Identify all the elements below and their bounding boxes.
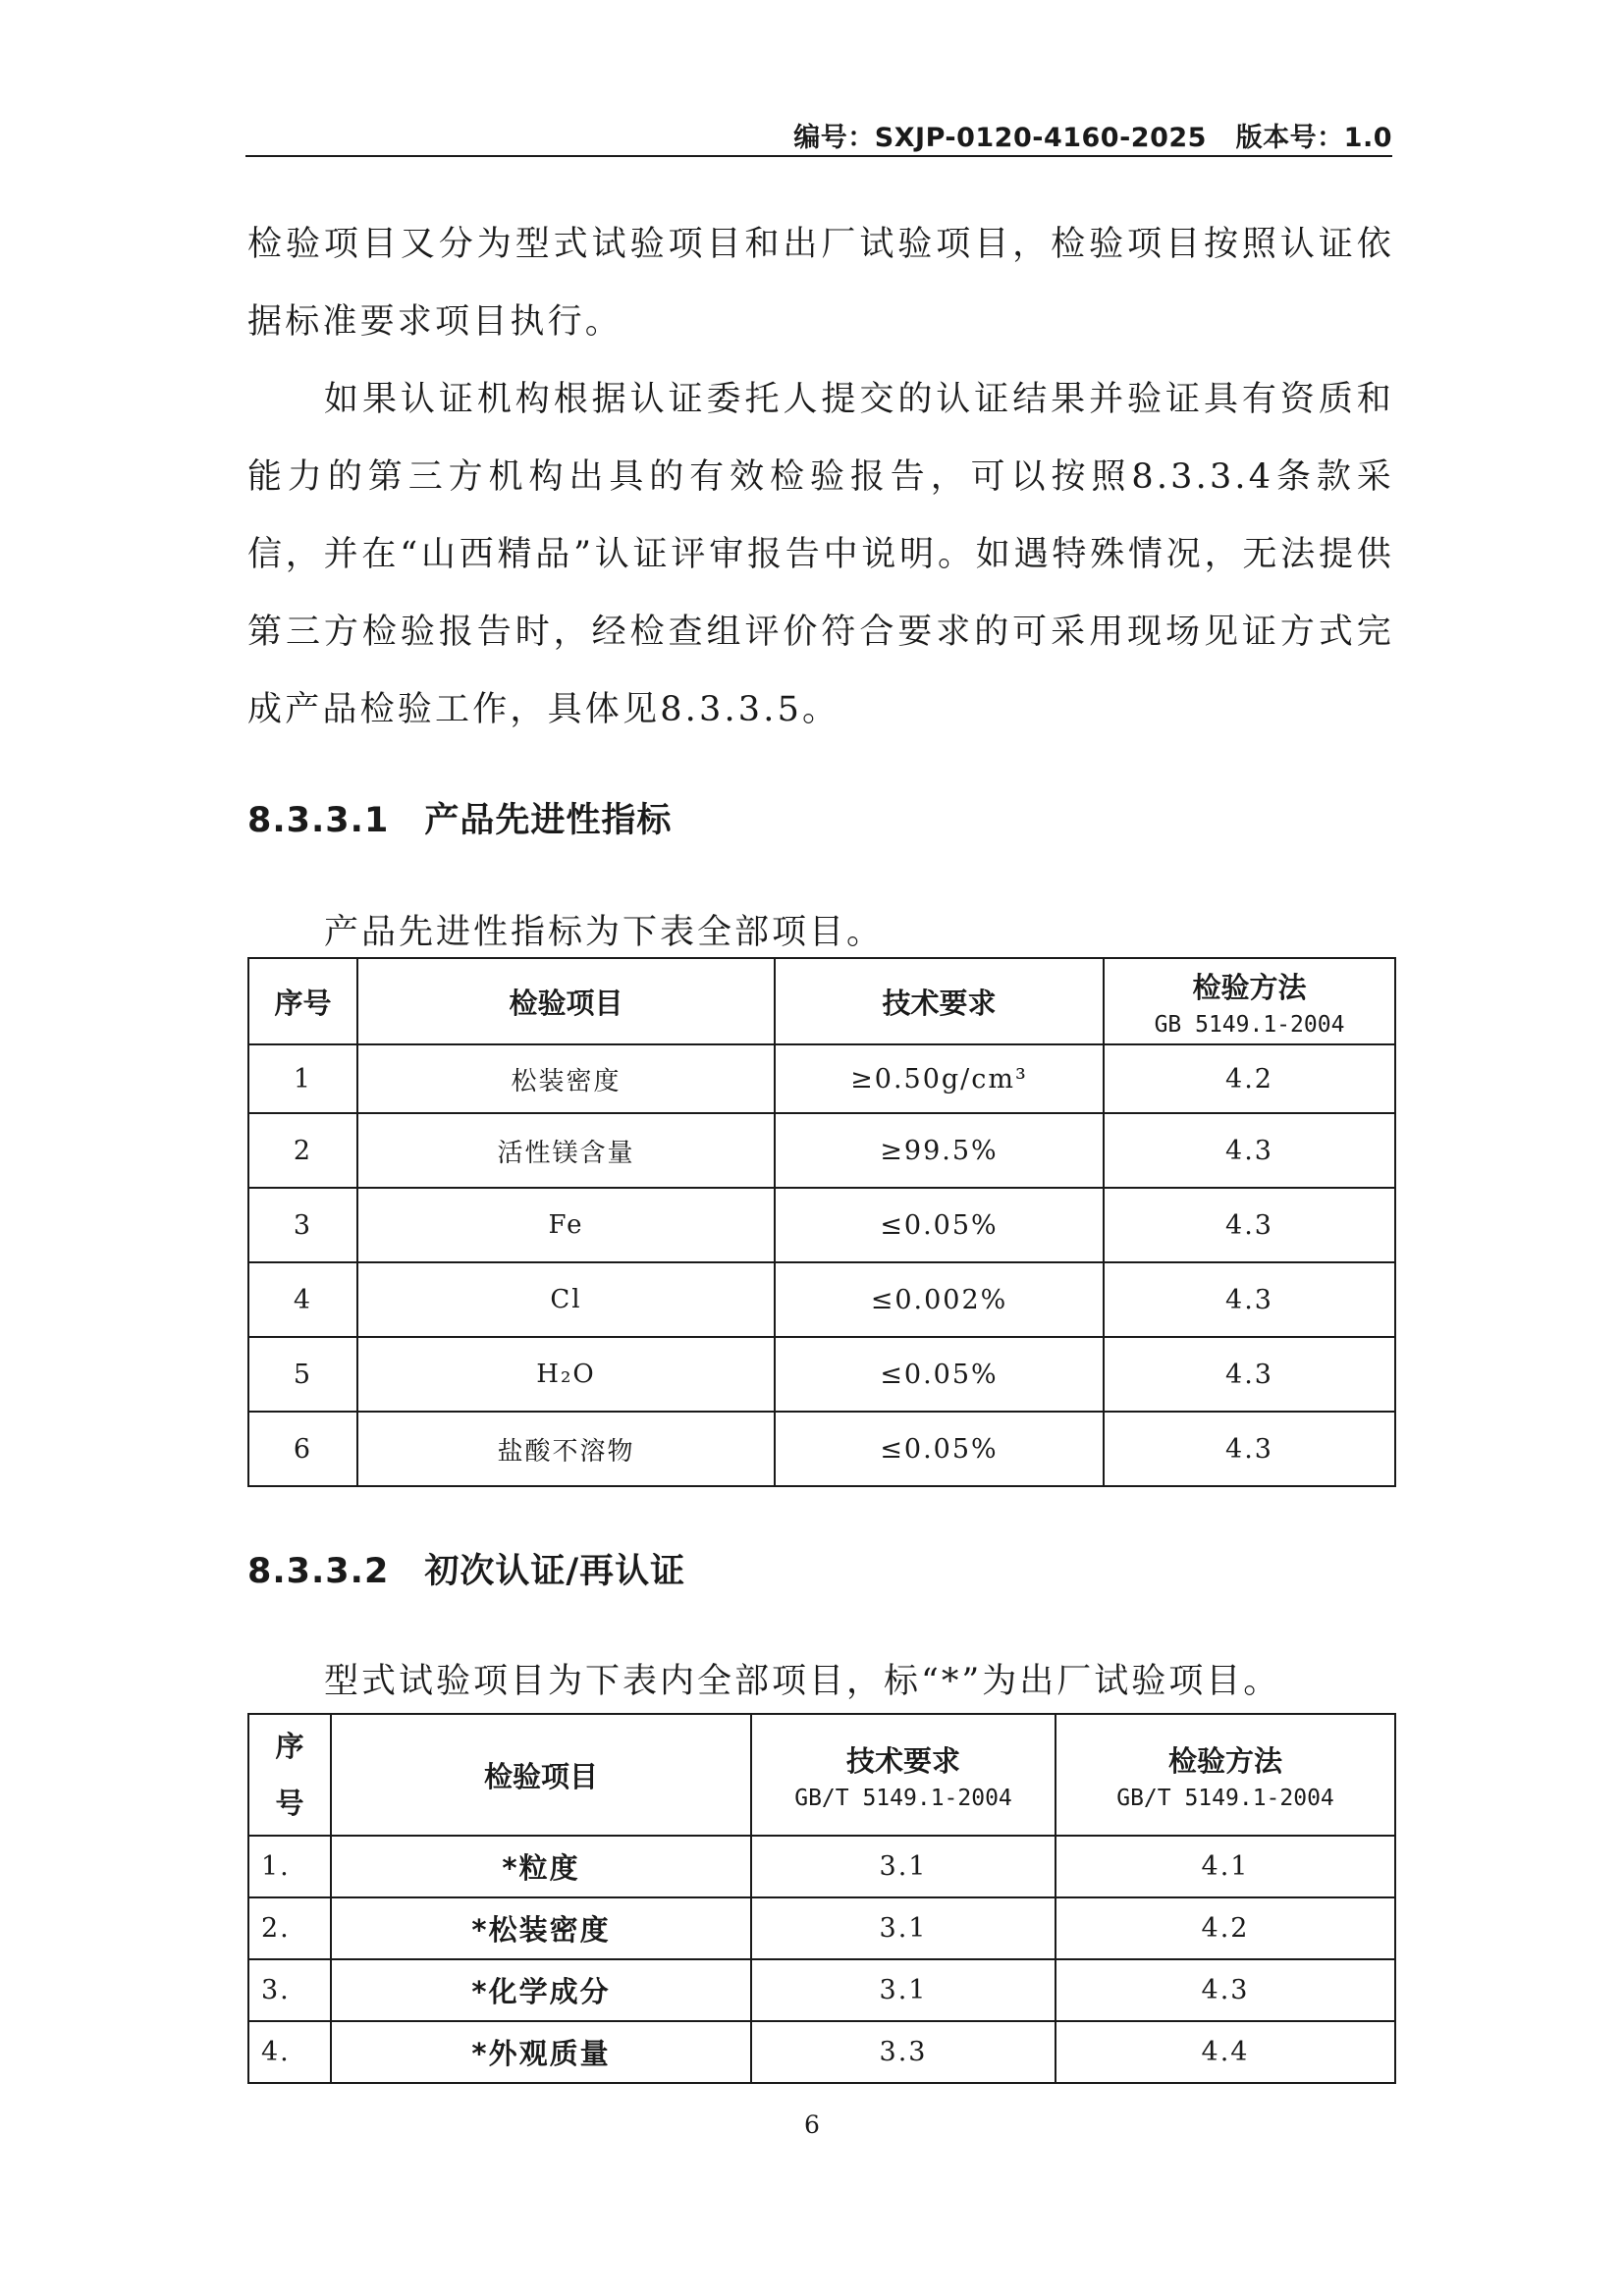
table-header-row	[248, 958, 1395, 1044]
cell-item: H₂O	[357, 1337, 775, 1412]
type-test-items-table	[247, 1713, 1396, 2084]
section-heading-8-3-3-2	[247, 1544, 685, 1593]
page-number: 6	[804, 2110, 820, 2139]
cell-item: 活性镁含量	[357, 1113, 775, 1188]
header-seq-label: 序号	[275, 1730, 304, 1820]
cell-requirement: ≤0.002%	[775, 1262, 1104, 1337]
header-requirement	[751, 1714, 1056, 1836]
cell-seq: 2.	[248, 1897, 331, 1959]
header-method-label: 检验方法	[1192, 970, 1307, 1004]
cell-method: 4.3	[1056, 1959, 1395, 2021]
section-intro: 型式试验项目为下表内全部项目，标“*”为出厂试验项目。	[324, 1662, 1281, 1701]
table-row	[248, 2021, 1395, 2083]
section-number: 8.3.3.2	[247, 1552, 390, 1591]
cell-item: *粒度	[331, 1836, 751, 1897]
cell-item: *松装密度	[331, 1897, 751, 1959]
doc-number: SXJP-0120-4160-2025	[874, 123, 1207, 153]
header-requirement: 技术要求	[775, 958, 1104, 1044]
cell-requirement: ≥99.5%	[775, 1113, 1104, 1188]
section-heading-8-3-3-1	[247, 793, 672, 842]
cell-method: 4.2	[1104, 1044, 1395, 1113]
cell-seq: 3	[248, 1188, 357, 1262]
header-requirement-label: 技术要求	[845, 1743, 960, 1778]
header-requirement-standard: GB/T 5149.1-2004	[794, 1785, 1012, 1811]
table-row	[248, 1337, 1395, 1412]
table-header-row	[248, 1714, 1395, 1836]
header-method	[1056, 1714, 1395, 1836]
cell-requirement: 3.1	[751, 1897, 1056, 1959]
cell-item: *外观质量	[331, 2021, 751, 2083]
header-method-standard: GB/T 5149.1-2004	[1116, 1785, 1334, 1811]
cell-seq: 5	[248, 1337, 357, 1412]
cell-requirement: ≤0.05%	[775, 1337, 1104, 1412]
document-header	[793, 116, 1392, 154]
cell-seq: 4.	[248, 2021, 331, 2083]
cell-method: 4.1	[1056, 1836, 1395, 1897]
cell-seq: 3.	[248, 1959, 331, 2021]
cell-seq: 1.	[248, 1836, 331, 1897]
cell-requirement: 3.1	[751, 1836, 1056, 1897]
table-row	[248, 1262, 1395, 1337]
table-row	[248, 1836, 1395, 1897]
cell-item: Cl	[357, 1262, 775, 1337]
cell-item: Fe	[357, 1188, 775, 1262]
cell-seq: 6	[248, 1412, 357, 1486]
header-item: 检验项目	[357, 958, 775, 1044]
table-row	[248, 1412, 1395, 1486]
cell-item: 盐酸不溶物	[357, 1412, 775, 1486]
table-row	[248, 1113, 1395, 1188]
cell-method: 4.3	[1104, 1113, 1395, 1188]
table-row	[248, 1897, 1395, 1959]
header-item: 检验项目	[331, 1714, 751, 1836]
cell-item: *化学成分	[331, 1959, 751, 2021]
cell-seq: 2	[248, 1113, 357, 1188]
cell-method: 4.2	[1056, 1897, 1395, 1959]
cell-requirement: 3.1	[751, 1959, 1056, 2021]
cell-method: 4.3	[1104, 1262, 1395, 1337]
table-row	[248, 1044, 1395, 1113]
cell-method: 4.4	[1056, 2021, 1395, 2083]
cell-method: 4.3	[1104, 1337, 1395, 1412]
section-title: 初次认证/再认证	[424, 1552, 686, 1591]
advanced-indicators-table	[247, 957, 1396, 1487]
version-number: 1.0	[1343, 123, 1392, 153]
header-method-label: 检验方法	[1167, 1743, 1282, 1778]
section-title: 产品先进性指标	[424, 801, 673, 840]
cell-requirement: ≤0.05%	[775, 1412, 1104, 1486]
header-method-standard: GB 5149.1-2004	[1154, 1011, 1345, 1038]
table-row	[248, 1188, 1395, 1262]
paragraph-inspection-items: 检验项目又分为型式试验项目和出厂试验项目，检验项目按照认证依据标准要求项目执行。	[247, 225, 1394, 342]
section-intro: 产品先进性指标为下表全部项目。	[324, 913, 885, 952]
cell-method: 4.3	[1104, 1412, 1395, 1486]
header-method	[1104, 958, 1395, 1044]
paragraph-third-party-report: 如果认证机构根据认证委托人提交的认证结果并验证具有资质和能力的第三方机构出具的有效检验报告，可以按照8.3.3.4条款采信，并在“山西精品”认证评审报告中说明。如遇特殊情况，无法提供第三方检验报告时，经检查组评价符合要求的可采用现场见证方式完成产品检验工作，具体见8.3.3.5。	[247, 380, 1394, 729]
cell-requirement: ≥0.50g/cm³	[775, 1044, 1104, 1113]
header-seq	[248, 1714, 331, 1836]
version-label: 版本号：	[1235, 123, 1344, 153]
section-number: 8.3.3.1	[247, 801, 390, 840]
doc-number-label: 编号：	[793, 123, 875, 153]
header-divider	[245, 155, 1392, 157]
cell-method: 4.3	[1104, 1188, 1395, 1262]
table-row	[248, 1959, 1395, 2021]
cell-seq: 4	[248, 1262, 357, 1337]
cell-requirement: 3.3	[751, 2021, 1056, 2083]
cell-item: 松装密度	[357, 1044, 775, 1113]
header-seq: 序号	[248, 958, 357, 1044]
cell-requirement: ≤0.05%	[775, 1188, 1104, 1262]
cell-seq: 1	[248, 1044, 357, 1113]
